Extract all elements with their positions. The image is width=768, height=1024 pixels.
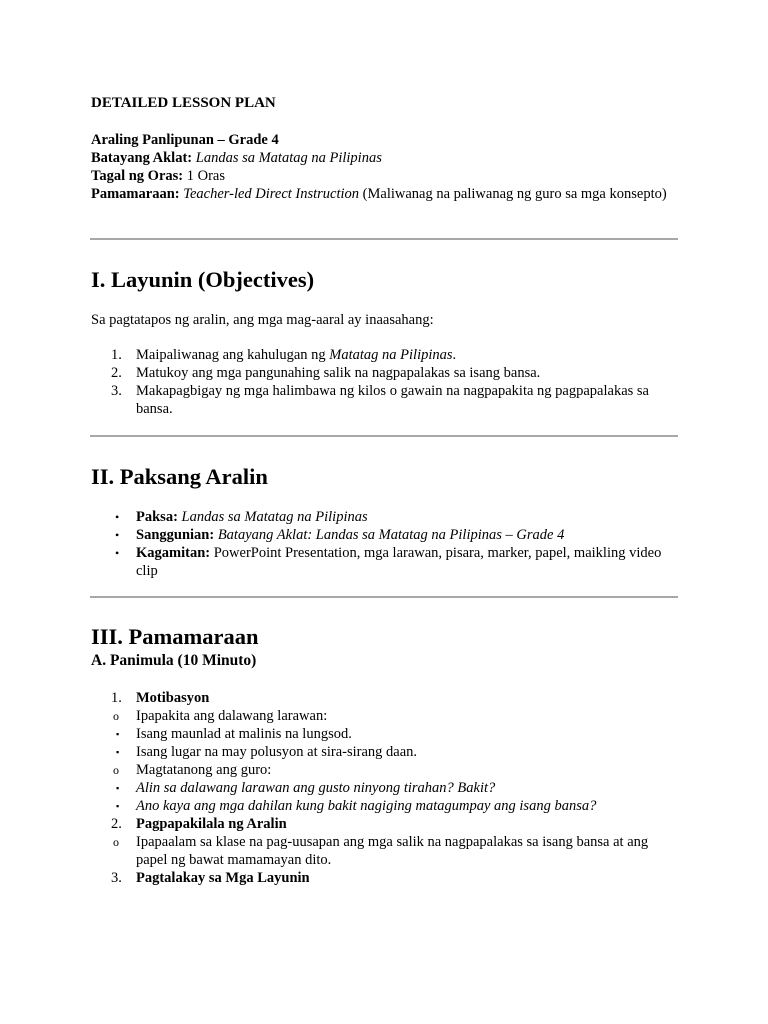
section-divider xyxy=(90,238,678,240)
section-heading-topic: II. Paksang Aralin xyxy=(91,464,268,489)
list-item: 3. Pagtalakay sa Mga Layunin xyxy=(111,870,310,886)
list-item: 1. Motibasyon xyxy=(111,690,210,706)
procedure-list xyxy=(91,689,681,887)
sub-sub-item: ▪ Ano kaya ang mga dahilan kung bakit nagiging matagumpay ang isang bansa? xyxy=(116,798,597,814)
sub-item: o Ipapaalam sa klase na pag-uusapan ang mga salik na nagpapalakas sa isang bansa at ang papel ng bawat mamamayan dito. xyxy=(113,834,649,868)
meta-method: Pamamaraan: Teacher-led Direct Instruction (Maliwanag na paliwanag ng guro sa mga konsepto) xyxy=(91,186,667,202)
list-item: 2. Pagpapakilala ng Aralin xyxy=(111,816,287,832)
meta-subject: Araling Panlipunan – Grade 4 xyxy=(91,132,279,148)
subsection-heading-intro: A. Panimula (10 Minuto) xyxy=(91,652,257,669)
objectives-intro: Sa pagtatapos ng aralin, ang mga mag-aaral ay inaasahang: xyxy=(91,312,434,328)
list-item: 1. Maipaliwanag ang kahulugan ng Matatag na Pilipinas. xyxy=(111,347,457,363)
list-item: • Sanggunian: Batayang Aklat: Landas sa Matatag na Pilipinas – Grade 4 xyxy=(115,527,565,543)
topic-list xyxy=(91,508,681,580)
section-divider xyxy=(90,596,678,598)
list-item: 2. Matukoy ang mga pangunahing salik na nagpapalakas sa isang bansa. xyxy=(111,365,541,381)
meta-time: Tagal ng Oras: 1 Oras xyxy=(91,168,226,184)
list-item: 3. Makapagbigay ng mga halimbawa ng kilos o gawain na nagpapakita ng pagpapalakas sa bansa. xyxy=(111,383,649,417)
sub-sub-item: ▪ Isang lugar na may polusyon at sira-sirang daan. xyxy=(116,744,418,760)
objectives-list xyxy=(91,346,681,418)
lesson-meta xyxy=(91,131,681,203)
section-divider xyxy=(90,435,678,437)
sub-sub-item: ▪ Alin sa dalawang larawan ang gusto ninyong tirahan? Bakit? xyxy=(116,780,496,796)
sub-item: o Ipapakita ang dalawang larawan: xyxy=(113,708,328,724)
section-heading-objectives: I. Layunin (Objectives) xyxy=(91,267,315,292)
sub-sub-item: ▪ Isang maunlad at malinis na lungsod. xyxy=(116,726,352,742)
document-title: DETAILED LESSON PLAN xyxy=(91,95,276,111)
list-item: • Paksa: Landas sa Matatag na Pilipinas xyxy=(115,509,368,525)
sub-item: o Magtatanong ang guro: xyxy=(113,762,272,778)
list-item: • Kagamitan: PowerPoint Presentation, mga larawan, pisara, marker, papel, maikling video clip xyxy=(115,545,662,579)
meta-book: Batayang Aklat: Landas sa Matatag na Pilipinas xyxy=(91,150,382,166)
section-heading-procedure: III. Pamamaraan xyxy=(91,624,259,649)
